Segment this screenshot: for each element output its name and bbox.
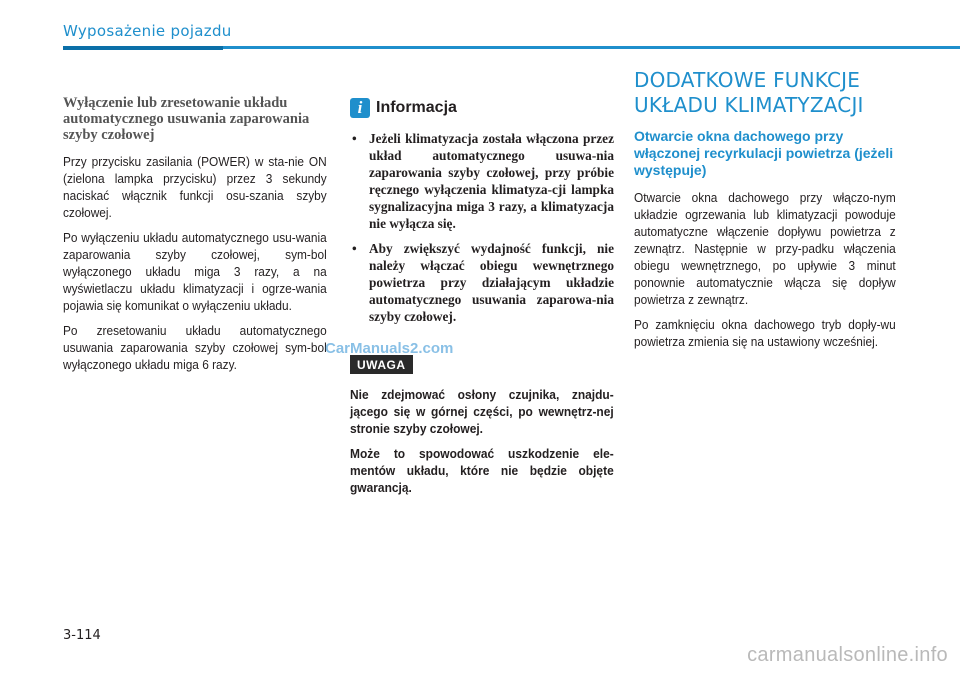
watermark-link[interactable]: CarManuals2.com xyxy=(325,340,454,357)
warning-badge: UWAGA xyxy=(350,355,413,374)
column-middle xyxy=(350,95,614,504)
section-header-title: Wyposażenie pojazdu xyxy=(63,22,232,40)
defog-reset-heading: Wyłączenie lub zresetowanie układu automatycznego usuwania zaparowania szyby czołowej xyxy=(63,95,310,143)
paragraph: Otwarcie okna dachowego przy włączo-nym układzie ogrzewania lub klimatyzacji powoduje automatyczne włączenie dopływu powietrza z zewnątrz. Następnie w przy-padku włączenia obiegu wewnętrznego, po upływie 3 minut ponownie automatycznie włącza się dopływ powietrza z zewnątrz. xyxy=(634,190,896,307)
paragraph: Przy przycisku zasilania (POWER) w sta-nie ON (zielona lampka przycisku) przez 3 sekundy naciskać włącznik funkcji osu-szania szyby czołowej. xyxy=(63,154,327,220)
bullet-icon: • xyxy=(352,131,357,146)
paragraph: Po zamknięciu okna dachowego tryb dopły-wu powietrza zmienia się na ustawiony wcześniej. xyxy=(634,317,896,349)
info-title: Informacja xyxy=(376,99,457,116)
section-title xyxy=(634,68,896,118)
paragraph: Po zresetowaniu układu automatycznego usuwania zaparowania szyby czołowej sym-bol wyłączonego układu miga 6 razy. xyxy=(63,323,327,372)
info-icon: i xyxy=(350,98,370,118)
warning-paragraph: Może to spowodować uszkodzenie ele-mentów układu, które nie będzie objęte gwarancją. xyxy=(350,446,614,495)
column-left xyxy=(63,95,327,381)
list-item-text: Jeżeli klimatyzacja została włączona przez układ automatycznego usuwa-nia zaparowania szyby czołowej, przy próbie ręcznego wyłączenia klimatyza-cji lampka sygnalizacyjna miga 3 razy, a klimatyzacja nie wyłącza się. xyxy=(369,131,614,231)
bullet-icon: • xyxy=(352,241,357,256)
footer-watermark[interactable]: carmanualsonline.info xyxy=(747,644,948,666)
info-box-header xyxy=(350,98,614,118)
section-title-line: UKŁADU KLIMATYZACJI xyxy=(634,93,864,117)
paragraph: Po wyłączeniu układu automatycznego usu-wania zaparowania szyby czołowej, sym-bol wyłączonego układu miga 3 razy, a na wyświetlaczu układu klimatyzacji i ogrze-wania pojawia się komunikat o wyłączeniu układu. xyxy=(63,230,327,313)
sunroof-recirculation-heading: Otwarcie okna dachowego przy włączonej recyrkulacji powietrza (jeżeli występuje) xyxy=(634,128,894,178)
section-title-line: DODATKOWE FUNKCJE xyxy=(634,68,861,92)
column-right xyxy=(634,68,896,358)
list-item-text: Aby zwiększyć wydajność funkcji, nie należy włączać obiegu wewnętrznego powietrza przy działającym układzie automatycznego usuwania zaparowa-nia szyby czołowej. xyxy=(369,241,614,324)
list-item xyxy=(350,130,614,232)
warning-paragraph: Nie zdejmować osłony czujnika, znajdu-jącego się w górnej części, po wewnętrz-nej stronie szyby czołowej. xyxy=(350,387,614,436)
list-item xyxy=(350,240,614,325)
page-number: 3-114 xyxy=(63,628,101,643)
info-bullet-list xyxy=(350,130,614,325)
header-rule-accent xyxy=(63,46,223,50)
